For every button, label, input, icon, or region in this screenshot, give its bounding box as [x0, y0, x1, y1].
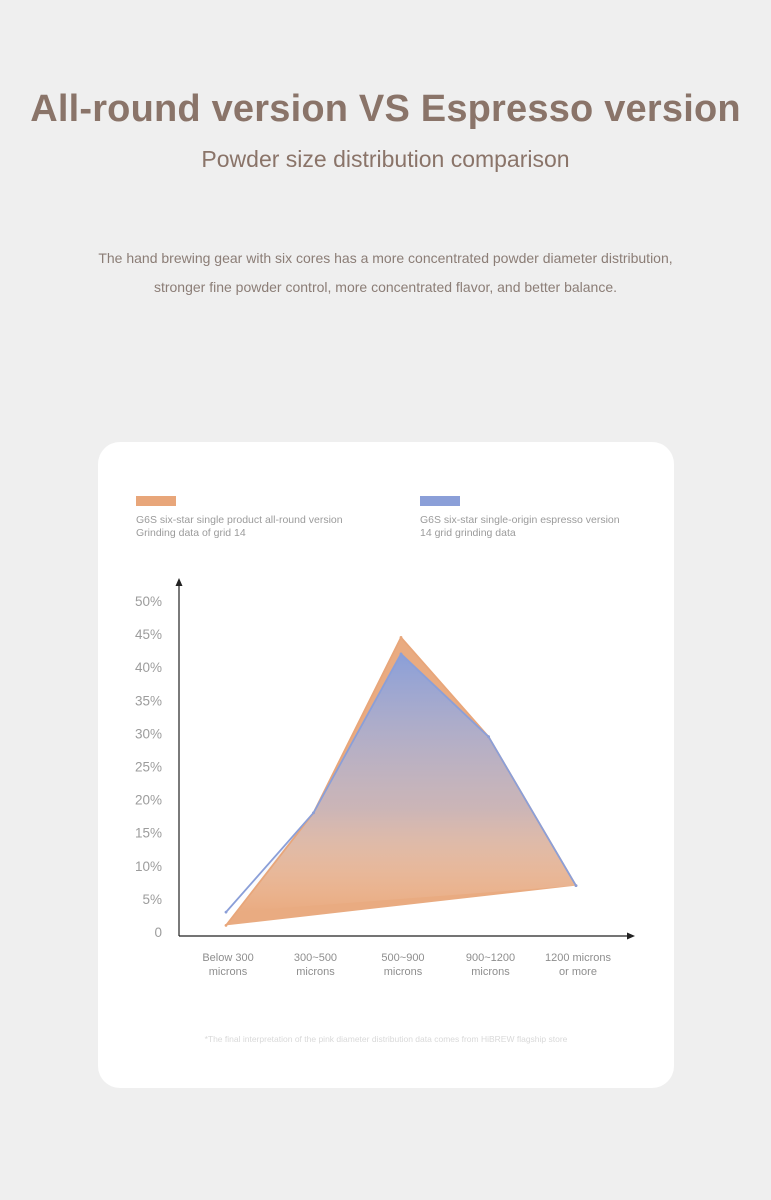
y-tick-label: 50% [134, 594, 162, 609]
y-axis-arrow-icon [176, 578, 183, 586]
y-tick-label: 30% [134, 726, 162, 742]
legend-label-espresso-line2: 14 grid grinding data [420, 527, 516, 539]
description-line-1: The hand brewing gear with six cores has a more concentrated powder diameter distribution, [98, 250, 673, 266]
legend-label-all-round-line2: Grinding data of grid 14 [136, 527, 246, 539]
chart-card [98, 442, 674, 1088]
x-tick-label: microns [208, 966, 248, 978]
chart-plot [98, 442, 674, 1002]
y-tick-label: 40% [134, 660, 162, 676]
x-tick-label: Below 300 [202, 952, 254, 964]
legend-label-espresso-line1: G6S six-star single-origin espresso version [420, 514, 620, 526]
x-axis-arrow-icon [627, 933, 635, 940]
y-tick-label: 15% [134, 825, 162, 841]
point-espresso-1 [312, 811, 315, 814]
x-tick-label: or more [559, 966, 597, 978]
x-tick-label: microns [296, 966, 335, 978]
y-tick-label: 35% [134, 693, 162, 709]
point-all-round-2 [400, 636, 403, 639]
point-espresso-3 [487, 735, 490, 738]
page-subheadline: Powder size distribution comparison [201, 146, 570, 172]
area-espresso [226, 654, 576, 912]
legend-label-all-round-line1: G6S six-star single product all-round version [136, 514, 343, 526]
point-espresso-0 [225, 911, 228, 914]
x-tick-label: microns [383, 966, 423, 978]
x-tick-label: 1200 microns [544, 952, 612, 964]
x-tick-label: 300~500 [293, 952, 338, 964]
y-tick-label: 5% [142, 891, 162, 907]
page-headline: All-round version VS Espresso version [30, 88, 741, 130]
y-tick-label: 25% [134, 759, 162, 775]
y-tick-label: 0 [154, 925, 162, 940]
x-tick-label: 500~900 [381, 952, 425, 964]
y-tick-label: 20% [134, 792, 162, 808]
description-line-2: stronger fine powder control, more concentrated flavor, and better balance. [153, 279, 618, 295]
point-espresso-4 [575, 884, 578, 887]
y-tick-label: 10% [134, 858, 162, 874]
chart-footnote: *The final interpretation of the pink diameter distribution data comes from HiBREW flagship store [204, 1034, 568, 1044]
x-tick-label: microns [471, 966, 510, 978]
point-espresso-2 [400, 653, 403, 656]
point-all-round-0 [225, 924, 228, 927]
x-tick-label: 900~1200 [465, 952, 516, 964]
page-description [60, 244, 711, 302]
y-tick-label: 45% [134, 627, 162, 643]
